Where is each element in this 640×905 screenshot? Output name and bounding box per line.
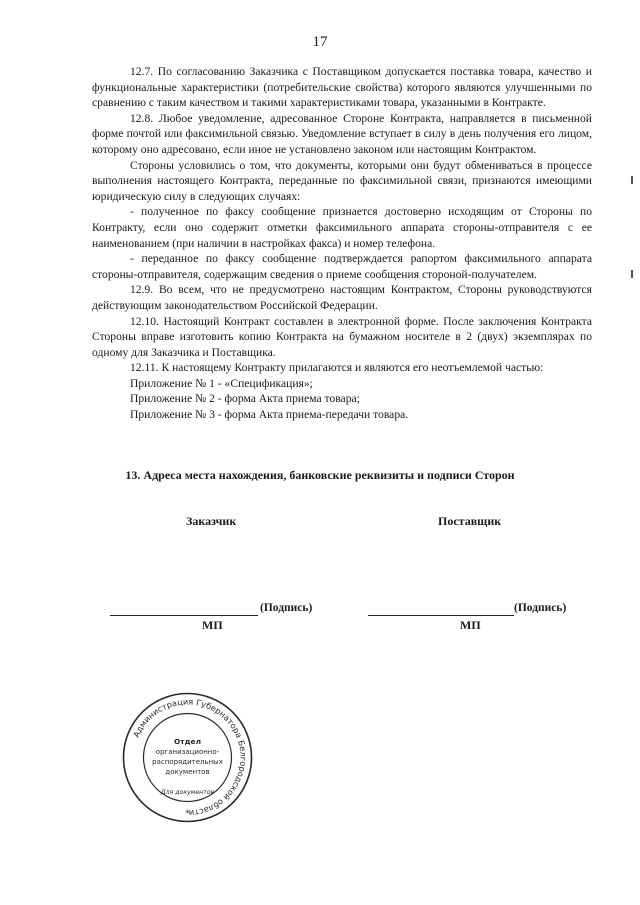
customer-signature-line (110, 615, 258, 616)
clause-12-10: 12.10. Настоящий Контракт составлен в электронной форме. После заключения Контракта Стороны вправе изготовить копию Контракта на бумажном носителе в 2 (двух) экземплярах по одному для Заказчика и Поставщика. (92, 314, 592, 359)
clause-12-8: 12.8. Любое уведомление, адресованное Стороне Контракта, направляется в письменной форме почтой или факсимильной связью. Уведомление вступает в силу в день получения его лицом, которому оно адресовано, если иное не установлено законом или настоящим Контрактом. (92, 111, 592, 156)
stamp-line-2: организационно- (155, 748, 220, 756)
page-number: 17 (312, 34, 328, 50)
supplier-signature-line (368, 615, 514, 616)
contract-body (92, 64, 592, 423)
fax-condition-2: - переданное по факсу сообщение подтверждается рапортом факсимильного аппарата стороны-отправителя, содержащим сведения о приеме сообщения стороной-получателем. (92, 252, 592, 281)
annex-3: Приложение № 3 - форма Акта приема-передачи товара. (130, 408, 409, 422)
annex-1: Приложение № 1 - «Спецификация»; (130, 376, 313, 390)
fax-condition-1: - полученное по факсу сообщение признается достоверно исходящим от Стороны по Контракту, если оно содержит отметки факсимильного аппарата стороны-отправителя с ее наименованием (при наличии в настройках факса) и номер телефона. (92, 205, 592, 250)
clause-12-9: 12.9. Во всем, что не предусмотрено настоящим Контрактом, Стороны руководствуются действующим законодательством Российской Федерации. (92, 283, 592, 312)
scan-edge-mark (631, 270, 633, 278)
annex-2: Приложение № 2 - форма Акта приема товара; (130, 392, 360, 406)
fax-intro: Стороны условились о том, что документы, которыми они будут обмениваться в процессе выполнения настоящего Контракта, переданные по факсимильной связи, признаются имеющими юридическую силу в следующих случаях: (92, 158, 592, 203)
stamp-star-icon: * (185, 809, 190, 819)
customer-signature-caption: (Подпись) (260, 602, 313, 614)
stamp-line-3: распорядительных (152, 758, 223, 766)
stamp-line-1: Отдел (174, 737, 201, 746)
stamp-bottom-text: Для документов (160, 789, 215, 796)
section-13-heading: 13. Адреса места нахождения, банковские реквизиты и подписи Сторон (125, 468, 515, 482)
supplier-label: Поставщик (438, 514, 502, 528)
customer-seal-label: МП (202, 618, 223, 632)
supplier-signature-caption: (Подпись) (514, 602, 567, 614)
customer-label: Заказчик (186, 514, 237, 528)
supplier-seal-label: МП (460, 618, 481, 632)
stamp-line-4: документов (165, 768, 210, 776)
official-stamp (120, 690, 255, 825)
scan-edge-mark (631, 176, 633, 184)
clause-12-11: 12.11. К настоящему Контракту прилагаются и являются его неотъемлемой частью: (130, 361, 544, 375)
stamp-ring-text: Администрация Губернатора Белгородской области (130, 696, 249, 819)
clause-12-7: 12.7. По согласованию Заказчика с Поставщиком допускается поставка товара, качество и функциональные характеристики (потребительские свойства) которого являются улучшенными по сравнению с таким качеством и такими характеристиками товара, указанными в Контракте. (92, 65, 592, 110)
